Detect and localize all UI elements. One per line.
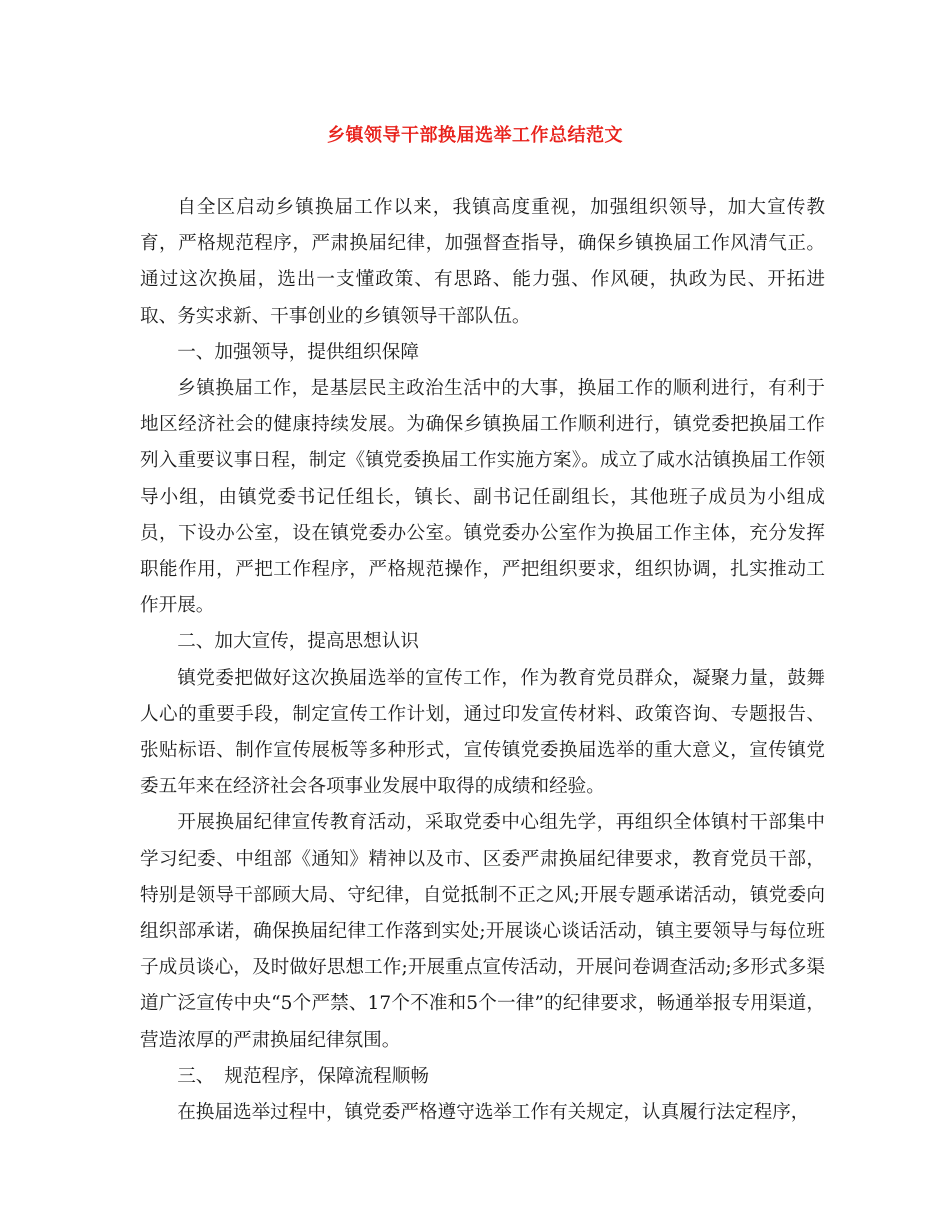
section-heading-3 (140, 1059, 825, 1095)
document-title: 乡镇领导干部换届选举工作总结范文 (327, 125, 623, 146)
paragraph-publicity: 镇党委把做好这次换届选举的宣传工作，作为教育党员群众，凝聚力量，鼓舞人心的重要手段，制定宣传工作计划，通过印发宣传材料、政策咨询、专题报告、张贴标语、制作宣传展板等多种形式，宣传镇党委换届选举的重大意义，宣传镇党委五年来在经济社会各项事业发展中取得的成绩和经验。 (140, 667, 825, 798)
document-body (140, 190, 825, 1131)
paragraph-procedure: 在换届选举过程中，镇党委严格遵守选举工作有关规定，认真履行法定程序， (177, 1102, 810, 1124)
section-heading-3-number: 三、 (177, 1065, 215, 1087)
paragraph-discipline: 开展换届纪律宣传教育活动，采取党委中心组先学，再组织全体镇村干部集中学习纪委、中组部《通知》精神以及市、区委严肃换届纪律要求，教育党员干部，特别是领导干部顾大局、守纪律，自觉抵制不正之风;开展专题承诺活动，镇党委向组织部承诺，确保换届纪律工作落到实处;开展谈心谈话活动，镇主要领导与每位班子成员谈心，及时做好思想工作;开展重点宣传活动，开展问卷调查活动;多形式多渠道广泛宣传中央“5个严禁、17个不准和5个一律”的纪律要求，畅通举报专用渠道，营造浓厚的严肃换届纪律氛围。 (140, 812, 825, 1051)
paragraph-leadership: 乡镇换届工作，是基层民主政治生活中的大事，换届工作的顺利进行，有利于地区经济社会的健康持续发展。为确保乡镇换届工作顺利进行，镇党委把换届工作列入重要议事日程，制定《镇党委换届工作实施方案》。成立了咸水沽镇换届工作领导小组，由镇党委书记任组长，镇长、副书记任副组长，其他班子成员为小组成员，下设办公室，设在镇党委办公室。镇党委办公室作为换届工作主体，充分发挥职能作用，严把工作程序，严格规范操作，严把组织要求，组织协调，扎实推动工作开展。 (140, 378, 825, 617)
section-heading-3-text: 规范程序，保障流程顺畅 (224, 1065, 429, 1087)
paragraph-intro: 自全区启动乡镇换届工作以来，我镇高度重视，加强组织领导，加大宣传教育，严格规范程序，严肃换届纪律，加强督查指导，确保乡镇换届工作风清气正。通过这次换届，选出一支懂政策、有思路、能力强、作风硬，执政为民、开拓进取、务实求新、干事创业的乡镇领导干部队伍。 (140, 197, 825, 327)
section-heading-1: 一、加强领导，提供组织保障 (177, 341, 419, 363)
section-heading-2: 二、加大宣传，提高思想认识 (177, 631, 419, 653)
